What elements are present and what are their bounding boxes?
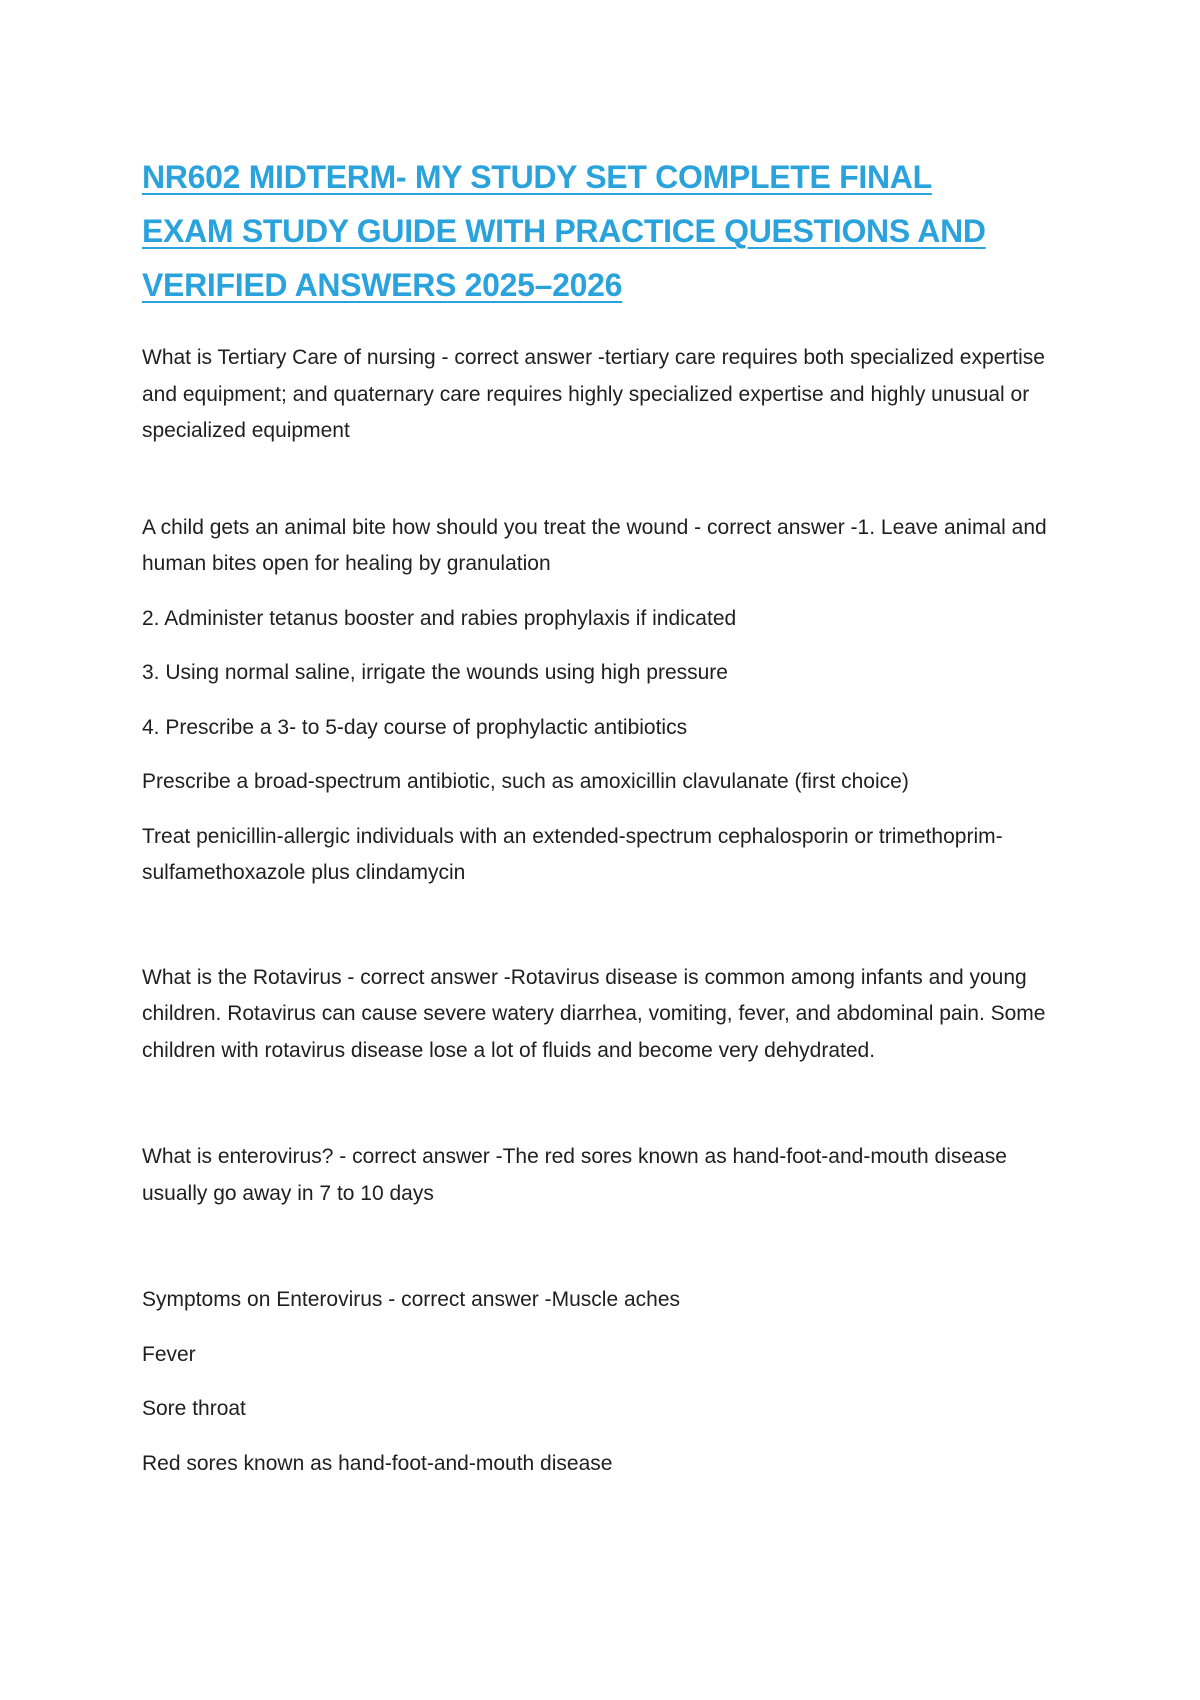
qa-paragraph: 3. Using normal saline, irrigate the wounds using high pressure bbox=[142, 661, 728, 684]
qa-paragraph: Prescribe a broad-spectrum antibiotic, such as amoxicillin clavulanate (first choice) bbox=[142, 770, 909, 793]
qa-paragraph: What is Tertiary Care of nursing - correct answer -tertiary care requires both specialized expertise and equipment; and quaternary care requires highly specialized expertise and highly unusual or specialized equipment bbox=[142, 346, 1045, 442]
qa-paragraph: A child gets an animal bite how should you treat the wound - correct answer -1. Leave animal and human bites open for healing by granulation bbox=[142, 515, 1047, 575]
qa-rotavirus bbox=[142, 960, 1080, 1070]
qa-paragraph: Fever bbox=[142, 1342, 196, 1366]
qa-tertiary-care bbox=[142, 340, 1080, 450]
qa-paragraph: Sore throat bbox=[142, 1397, 246, 1420]
document-title bbox=[142, 150, 1012, 312]
qa-paragraph: What is enterovirus? - correct answer -The red sores known as hand-foot-and-mouth disease usually go away in 7 to 10 days bbox=[142, 1145, 1007, 1205]
qa-paragraph: Treat penicillin-allergic individuals with an extended-spectrum cephalosporin or trimethoprim-sulfamethoxazole plus clindamycin bbox=[142, 824, 1003, 884]
qa-paragraph: What is the Rotavirus - correct answer -Rotavirus disease is common among infants and young children. Rotavirus can cause severe watery diarrhea, vomiting, fever, and abdominal pain. Some children with rotavirus disease lose a lot of fluids and become very dehydrated. bbox=[142, 965, 1046, 1062]
qa-paragraph: 4. Prescribe a 3- to 5-day course of prophylactic antibiotics bbox=[142, 715, 688, 739]
qa-enterovirus bbox=[142, 1139, 1080, 1212]
qa-paragraph: 2. Administer tetanus booster and rabies prophylaxis if indicated bbox=[142, 606, 737, 630]
qa-enterovirus-symptoms bbox=[142, 1282, 1080, 1482]
qa-paragraph: Red sores known as hand-foot-and-mouth disease bbox=[142, 1451, 613, 1475]
qa-animal-bite bbox=[142, 510, 1080, 892]
qa-paragraph: Symptoms on Enterovirus - correct answer -Muscle aches bbox=[142, 1288, 681, 1311]
document-title-text: NR602 MIDTERM- MY STUDY SET COMPLETE FINAL EXAM STUDY GUIDE WITH PRACTICE QUESTIONS AND VERIFIED ANSWERS 2025–2026 bbox=[142, 159, 986, 303]
